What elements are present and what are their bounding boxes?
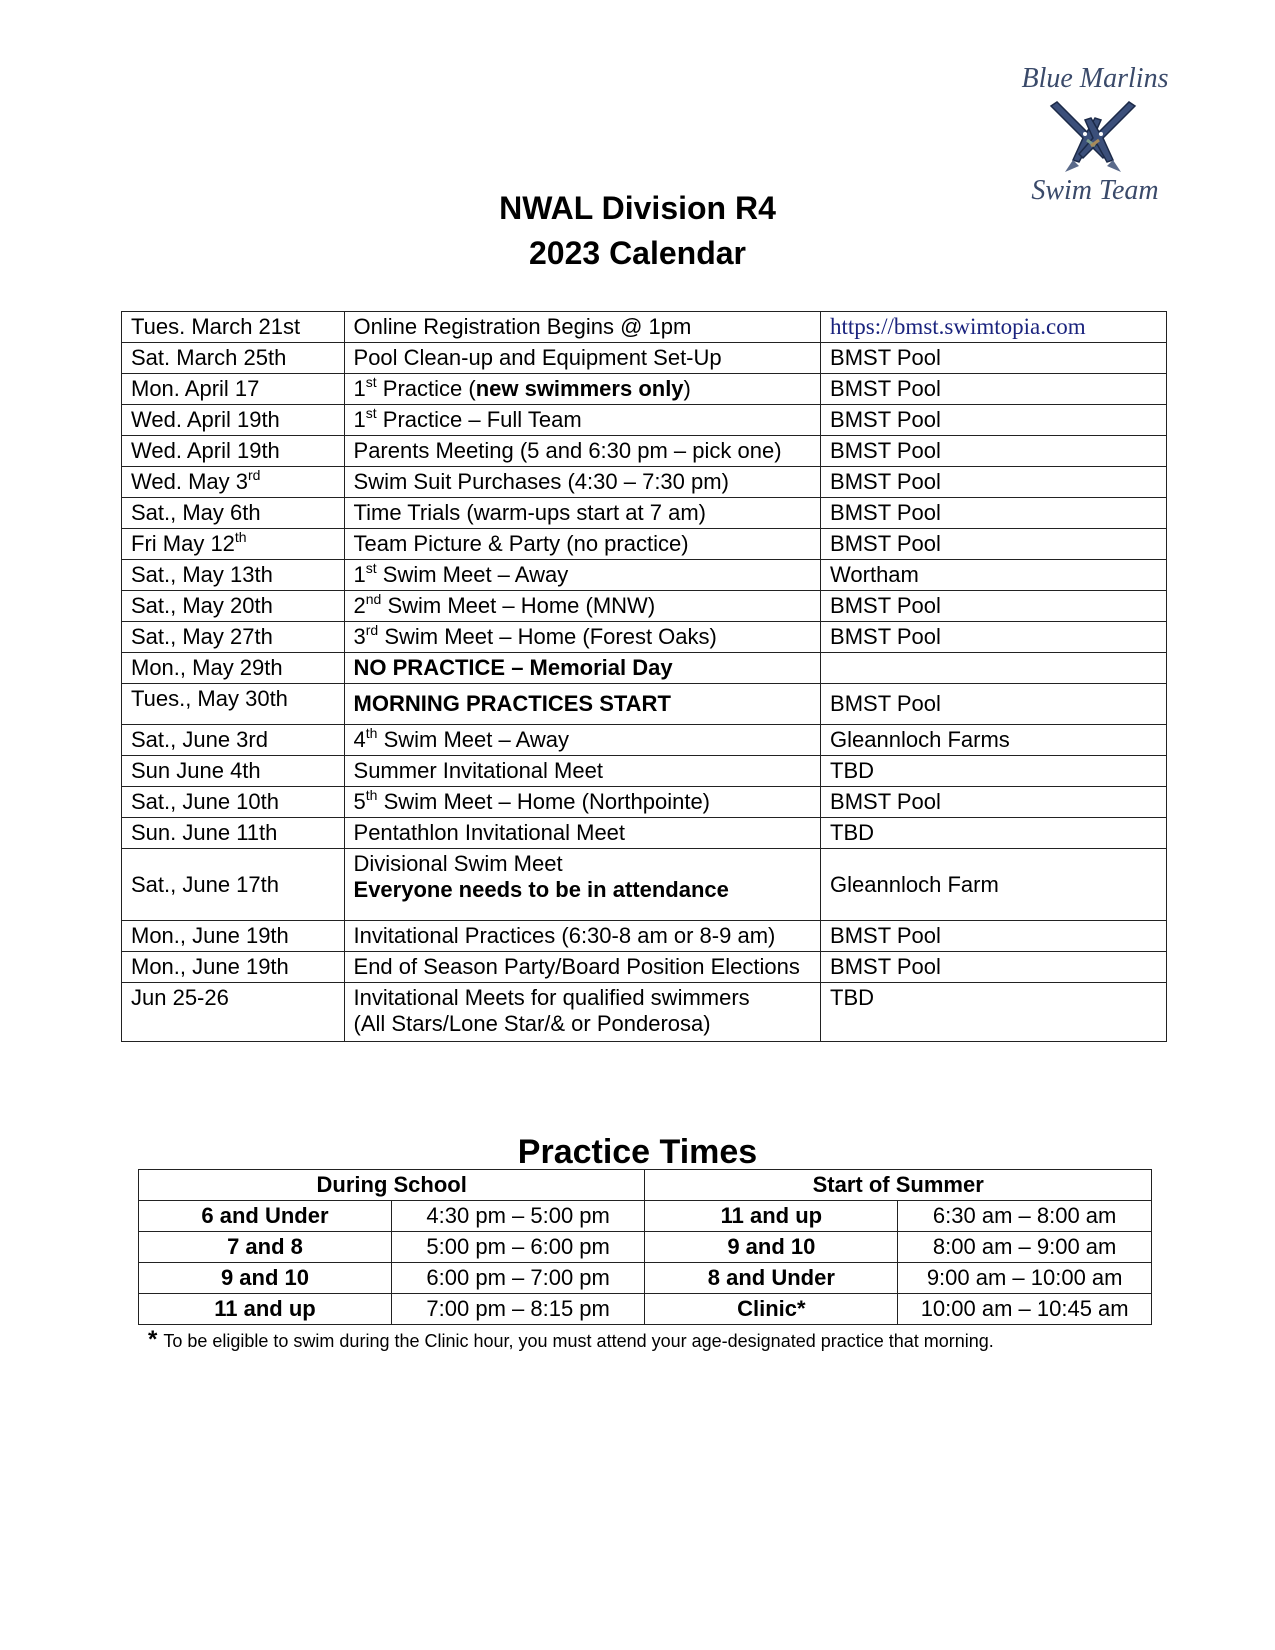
event-text: Practice (	[376, 376, 476, 401]
ordinal-number: 5	[353, 789, 366, 814]
school-age-group: 11 and up	[139, 1294, 392, 1325]
calendar-location: BMST Pool	[821, 467, 1167, 498]
calendar-event: Online Registration Begins @ 1pm	[344, 312, 821, 343]
calendar-date: Wed. April 19th	[122, 405, 345, 436]
calendar-date: Sat., May 6th	[122, 498, 345, 529]
ordinal-suffix: st	[365, 374, 377, 390]
calendar-event: End of Season Party/Board Position Elections	[344, 952, 821, 983]
calendar-date: Tues., May 30th	[122, 684, 345, 725]
school-age-group: 9 and 10	[139, 1263, 392, 1294]
table-row	[122, 983, 1167, 1042]
calendar-date: Sat., June 3rd	[122, 725, 345, 756]
event-text: Swim Meet – Away	[377, 727, 570, 752]
ordinal-number: 4	[353, 727, 366, 752]
footnote-text: To be eligible to swim during the Clinic hour, you must attend your age-designated practice that morning.	[163, 1331, 994, 1351]
marlin-icon	[1043, 100, 1143, 176]
ordinal-suffix: rd	[247, 467, 261, 483]
logo-line2: Swim Team	[1031, 175, 1159, 206]
calendar-date: Sat., June 10th	[122, 787, 345, 818]
event-text: Swim Meet – Home (MNW)	[381, 593, 656, 618]
calendar-date: Wed. April 19th	[122, 436, 345, 467]
start-of-summer-header: Start of Summer	[645, 1170, 1152, 1201]
calendar-date: Jun 25-26	[122, 983, 345, 1042]
event-text: )	[683, 376, 691, 401]
calendar-date: Sat., May 27th	[122, 622, 345, 653]
calendar-location: BMST Pool	[821, 787, 1167, 818]
calendar-event	[344, 560, 821, 591]
summer-age-group: 8 and Under	[645, 1263, 898, 1294]
summer-age-group: 9 and 10	[645, 1232, 898, 1263]
calendar-date: Sat. March 25th	[122, 343, 345, 374]
calendar-date: Mon. April 17	[122, 374, 345, 405]
school-age-group: 6 and Under	[139, 1201, 392, 1232]
calendar-location: BMST Pool	[821, 529, 1167, 560]
clinic-footnote	[148, 1328, 994, 1353]
calendar-table	[121, 311, 1167, 1042]
event-text: Swim Meet – Away	[376, 562, 569, 587]
calendar-date: Mon., May 29th	[122, 653, 345, 684]
ordinal-number: 1	[353, 407, 366, 432]
calendar-event	[344, 983, 821, 1042]
event-text: Swim Meet – Home (Northpointe)	[377, 789, 711, 814]
calendar-location	[821, 653, 1167, 684]
table-row	[122, 684, 1167, 725]
table-row	[122, 560, 1167, 591]
calendar-location: TBD	[821, 756, 1167, 787]
event-emphasis: Everyone needs to be in attendance	[353, 877, 729, 902]
document-title: NWAL Division R4	[499, 190, 776, 226]
table-row	[139, 1263, 1152, 1294]
summer-age-group: 11 and up	[645, 1201, 898, 1232]
event-text: (All Stars/Lone Star/& or Ponderosa)	[353, 1011, 711, 1036]
calendar-date: Sun. June 11th	[122, 818, 345, 849]
document-subtitle: 2023 Calendar	[528, 235, 746, 271]
school-time: 6:00 pm – 7:00 pm	[391, 1263, 644, 1294]
ordinal-suffix: nd	[365, 591, 382, 607]
calendar-location: BMST Pool	[821, 591, 1167, 622]
calendar-event: Swim Suit Purchases (4:30 – 7:30 pm)	[344, 467, 821, 498]
calendar-event	[344, 591, 821, 622]
calendar-date: Sat., May 20th	[122, 591, 345, 622]
calendar-event: Summer Invitational Meet	[344, 756, 821, 787]
calendar-location: BMST Pool	[821, 921, 1167, 952]
ordinal-suffix: rd	[365, 622, 379, 638]
calendar-event: Pool Clean-up and Equipment Set-Up	[344, 343, 821, 374]
ordinal-number: 3	[353, 624, 366, 649]
table-row	[122, 498, 1167, 529]
calendar-location: BMST Pool	[821, 952, 1167, 983]
table-row	[122, 529, 1167, 560]
school-time: 4:30 pm – 5:00 pm	[391, 1201, 644, 1232]
table-row	[139, 1232, 1152, 1263]
calendar-event: Team Picture & Party (no practice)	[344, 529, 821, 560]
summer-time: 8:00 am – 9:00 am	[898, 1232, 1152, 1263]
ordinal-number: 1	[353, 562, 366, 587]
event-text: Practice – Full Team	[376, 407, 582, 432]
ordinal-suffix: st	[365, 560, 377, 576]
ordinal-number: 1	[353, 376, 366, 401]
summer-time: 9:00 am – 10:00 am	[898, 1263, 1152, 1294]
table-row	[122, 756, 1167, 787]
date-text: Wed. May 3	[131, 469, 248, 494]
table-row	[122, 312, 1167, 343]
table-row	[122, 725, 1167, 756]
calendar-event	[344, 787, 821, 818]
calendar-event	[344, 405, 821, 436]
calendar-location: TBD	[821, 818, 1167, 849]
calendar-location: BMST Pool	[821, 622, 1167, 653]
table-row	[122, 787, 1167, 818]
summer-time: 6:30 am – 8:00 am	[898, 1201, 1152, 1232]
during-school-header: During School	[139, 1170, 645, 1201]
registration-link[interactable]	[821, 312, 1167, 343]
calendar-event	[344, 374, 821, 405]
calendar-event: MORNING PRACTICES START	[344, 684, 821, 725]
table-row	[139, 1201, 1152, 1232]
event-text: Divisional Swim Meet	[353, 851, 563, 876]
logo-line1: Blue Marlins	[1021, 63, 1169, 94]
table-row	[122, 818, 1167, 849]
calendar-event: Invitational Practices (6:30-8 am or 8-9 am)	[344, 921, 821, 952]
school-time: 7:00 pm – 8:15 pm	[391, 1294, 644, 1325]
table-row	[122, 849, 1167, 921]
table-row	[122, 921, 1167, 952]
calendar-date	[122, 529, 345, 560]
calendar-date: Sat., June 17th	[122, 849, 345, 921]
footnote-mark: *	[148, 1326, 158, 1353]
event-emphasis: new swimmers only	[475, 376, 684, 401]
ordinal-suffix: th	[365, 787, 378, 803]
table-row	[122, 374, 1167, 405]
calendar-date	[122, 467, 345, 498]
ordinal-suffix: th	[234, 529, 247, 545]
calendar-event	[344, 725, 821, 756]
ordinal-suffix: st	[365, 405, 377, 421]
summer-time: 10:00 am – 10:45 am	[898, 1294, 1152, 1325]
summer-age-group: Clinic*	[645, 1294, 898, 1325]
table-row	[122, 467, 1167, 498]
table-row	[122, 405, 1167, 436]
calendar-event	[344, 849, 821, 921]
calendar-event: Parents Meeting (5 and 6:30 pm – pick one)	[344, 436, 821, 467]
table-row	[122, 653, 1167, 684]
table-row	[122, 436, 1167, 467]
calendar-date: Mon., June 19th	[122, 921, 345, 952]
table-row	[139, 1294, 1152, 1325]
event-text: Invitational Meets for qualified swimmers	[353, 985, 750, 1010]
calendar-event: Pentathlon Invitational Meet	[344, 818, 821, 849]
calendar-date: Sat., May 13th	[122, 560, 345, 591]
calendar-location: BMST Pool	[821, 684, 1167, 725]
calendar-event: NO PRACTICE – Memorial Day	[344, 653, 821, 684]
ordinal-suffix: th	[365, 725, 378, 741]
table-row	[122, 952, 1167, 983]
calendar-date: Tues. March 21st	[122, 312, 345, 343]
calendar-location: BMST Pool	[821, 405, 1167, 436]
calendar-location: Gleannloch Farm	[821, 849, 1167, 921]
practice-times-title: Practice Times	[517, 1133, 758, 1171]
table-row	[122, 591, 1167, 622]
calendar-location: Gleannloch Farms	[821, 725, 1167, 756]
calendar-date: Mon., June 19th	[122, 952, 345, 983]
calendar-location: BMST Pool	[821, 343, 1167, 374]
school-time: 5:00 pm – 6:00 pm	[391, 1232, 644, 1263]
event-text: Swim Meet – Home (Forest Oaks)	[378, 624, 717, 649]
registration-url[interactable]: https://bmst.swimtopia.com	[830, 314, 1086, 339]
table-row	[122, 622, 1167, 653]
calendar-event	[344, 622, 821, 653]
table-row	[122, 343, 1167, 374]
calendar-location: Wortham	[821, 560, 1167, 591]
school-age-group: 7 and 8	[139, 1232, 392, 1263]
calendar-location: BMST Pool	[821, 374, 1167, 405]
calendar-location: BMST Pool	[821, 498, 1167, 529]
table-header-row	[139, 1170, 1152, 1201]
practice-times-table	[138, 1169, 1152, 1325]
ordinal-number: 2	[353, 593, 366, 618]
calendar-date: Sun June 4th	[122, 756, 345, 787]
calendar-location: TBD	[821, 983, 1167, 1042]
date-text: Fri May 12	[131, 531, 235, 556]
calendar-location: BMST Pool	[821, 436, 1167, 467]
calendar-event: Time Trials (warm-ups start at 7 am)	[344, 498, 821, 529]
